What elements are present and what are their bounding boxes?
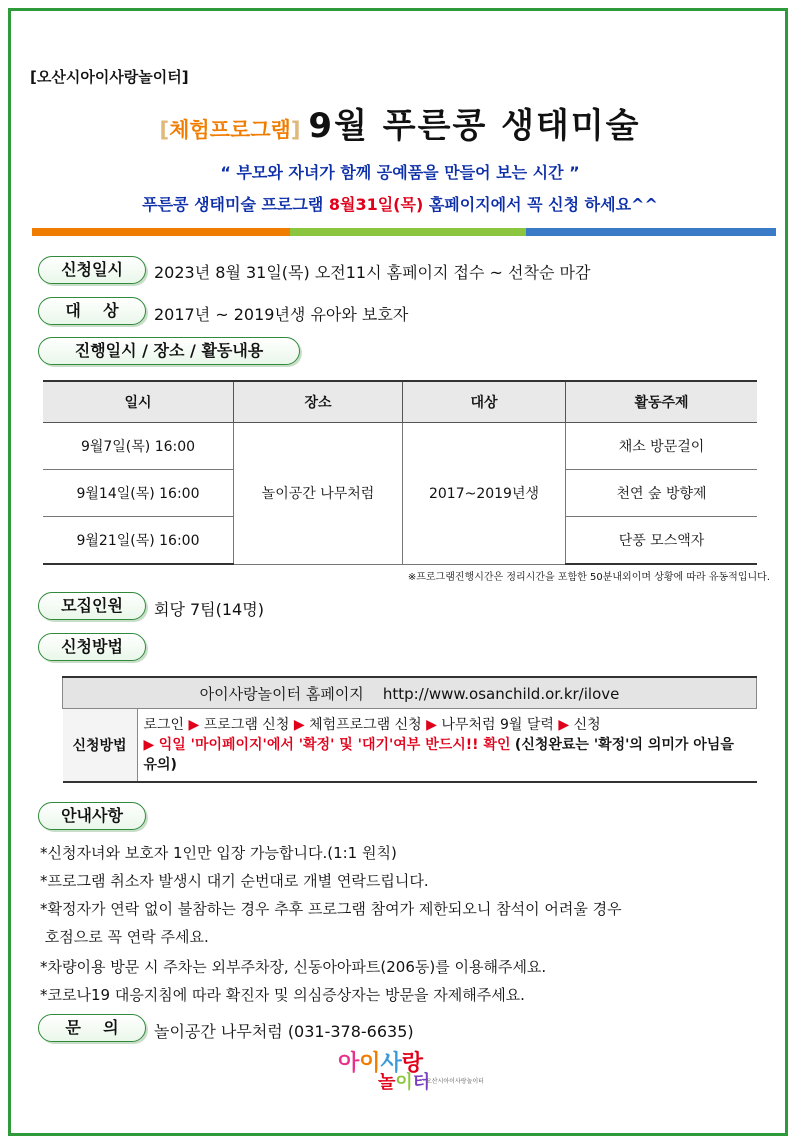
guide-item: *확정자가 연락 없이 불참하는 경우 추후 프로그램 참여가 제한되오니 참석이 어려울 경우: [40, 900, 622, 918]
arrow-right-icon: ▶: [188, 717, 200, 733]
guide-item: 호점으로 꼭 연락 주세요.: [40, 928, 209, 946]
logo: [338, 1046, 498, 1092]
logo-caption: 오산시아이사랑놀이터: [426, 1078, 484, 1085]
target-label: 대 상: [38, 297, 146, 325]
row-topic: 천연 숲 방향제: [566, 470, 758, 517]
method-label: 신청방법: [38, 633, 146, 661]
step-calendar: 나무처럼 9월 달력: [441, 717, 554, 733]
divider-green: [290, 228, 526, 236]
row-topic: 단풍 모스액자: [566, 517, 758, 565]
arrow-right-icon: ▶: [558, 717, 570, 733]
apply-date-label: 신청일시: [38, 256, 146, 284]
subtitle-post: 홈페이지에서 꼭 신청 하세요^^: [423, 195, 658, 214]
apply-date-value: 2023년 8월 31일(목) 오전11시 홈페이지 접수 ~ 선착순 마감: [154, 263, 591, 282]
step-apply: 신청: [573, 717, 601, 733]
table-row: [43, 423, 757, 470]
arrow-right-icon: ▶: [426, 717, 437, 733]
title-prefix-close-bracket: ]: [290, 118, 301, 142]
divider-orange: [32, 228, 290, 236]
target-value: 2017년 ~ 2019년생 유아와 보호자: [154, 305, 409, 324]
title-prefix-open-bracket: [: [159, 118, 170, 142]
title-main: 9월 푸른콩 생태미술: [308, 106, 641, 146]
logo-line1: 아이사랑: [338, 1051, 424, 1076]
subtitle-quote: “ 부모와 자녀가 함께 공예품을 만들어 보는 시간 ”: [220, 163, 580, 182]
guide-item: *차량이용 방문 시 주차는 외부주차장, 신동아아파트(206동)를 이용해주세요.: [40, 958, 547, 976]
row-target: 2017~2019년생: [403, 423, 566, 565]
schedule-label: 진행일시 / 장소 / 활동내용: [38, 337, 300, 365]
guide-label: 안내사항: [38, 802, 146, 830]
header-topic: 활동주제: [566, 381, 758, 423]
step-experience: 체험프로그램 신청: [309, 717, 422, 733]
color-divider: [32, 228, 776, 236]
apply-warning: 익일 '마이페이지'에서 '확정' 및 '대기'여부 반드시!! 확인: [158, 737, 511, 753]
header-date: 일시: [43, 381, 234, 423]
organization-label: [오산시아이사랑놀이터]: [30, 68, 189, 86]
page-title: [0, 98, 800, 147]
divider-blue: [526, 228, 776, 236]
apply-table: [62, 676, 757, 783]
logo-line2: 놀이터: [378, 1072, 431, 1093]
header-place: 장소: [234, 381, 403, 423]
title-prefix: [159, 118, 300, 142]
contact-value: 놀이공간 나무처럼 (031-378-6635): [154, 1022, 414, 1041]
subtitle-pre: 푸른콩 생태미술 프로그램: [142, 195, 329, 214]
guide-item: *프로그램 취소자 발생시 대기 순번대로 개별 연락드립니다.: [40, 872, 429, 890]
title-prefix-text: 체험프로그램: [169, 118, 291, 142]
arrow-right-icon: ▶: [143, 737, 155, 753]
schedule-table: [43, 380, 757, 565]
apply-header-row: [63, 677, 757, 709]
apply-method-label: 신청방법: [63, 709, 138, 783]
subtitle-date: 8월31일(목): [328, 195, 424, 214]
apply-warning-note: (신청완료는 '확정'의 의미가 아님을 유의): [143, 737, 734, 773]
homepage-url[interactable]: 아이사랑놀이터 홈페이지 http://www.osanchild.or.kr/ilove: [199, 684, 620, 703]
step-program: 프로그램 신청: [203, 717, 290, 733]
contact-label: 문 의: [38, 1014, 146, 1042]
apply-steps: [137, 709, 757, 783]
row-date: 9월14일(목) 16:00: [43, 470, 234, 517]
guide-item: *코로나19 대응지침에 따라 확진자 및 의심증상자는 방문을 자제해주세요.: [40, 986, 525, 1004]
recruit-label: 모집인원: [38, 592, 146, 620]
row-topic: 채소 방문걸이: [566, 423, 758, 470]
guide-item: *신청자녀와 보호자 1인만 입장 가능합니다.(1:1 원칙): [40, 844, 397, 862]
row-date: 9월21일(목) 16:00: [43, 517, 234, 565]
apply-homepage: [63, 677, 757, 709]
row-place: 놀이공간 나무처럼: [234, 423, 403, 565]
step-login: 로그인: [143, 717, 185, 733]
header-target: 대상: [403, 381, 566, 423]
arrow-right-icon: ▶: [293, 717, 305, 733]
row-date: 9월7일(목) 16:00: [43, 423, 234, 470]
schedule-note: ※프로그램진행시간은 정리시간을 포함한 50분내외이며 상황에 따라 유동적입니다.: [407, 572, 770, 583]
apply-body-row: [63, 709, 757, 783]
subtitle-call-to-action: [0, 192, 800, 215]
recruit-value: 회당 7팀(14명): [154, 600, 264, 619]
schedule-header-row: [43, 381, 757, 423]
